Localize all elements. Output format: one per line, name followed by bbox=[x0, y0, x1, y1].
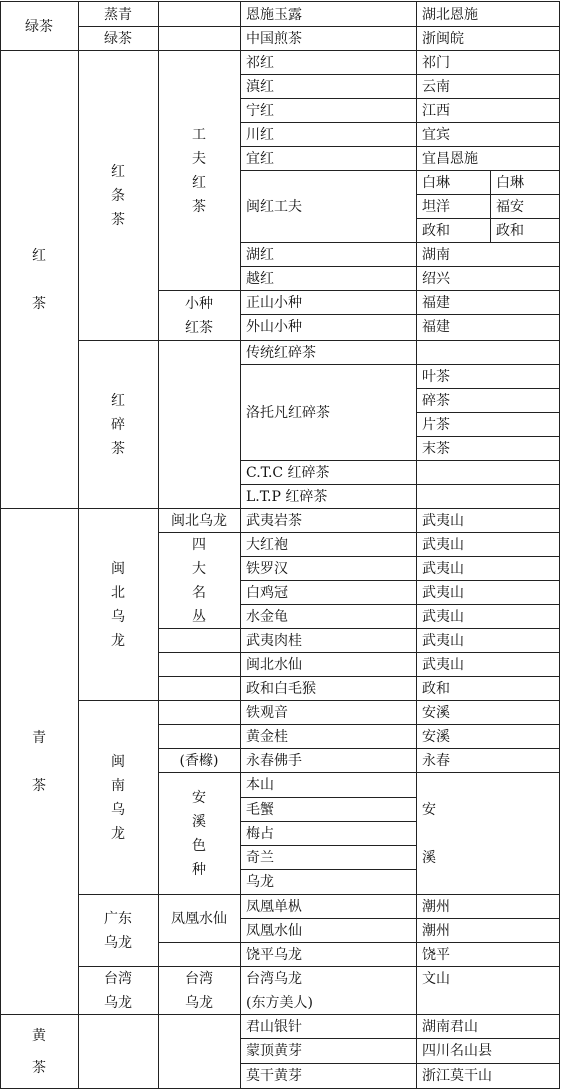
cell-text: 武夷山 bbox=[422, 633, 464, 649]
cell-text: L.T.P 红碎茶 bbox=[246, 489, 328, 505]
table-cell bbox=[240, 267, 416, 291]
table-cell bbox=[490, 195, 559, 219]
table-cell bbox=[240, 725, 416, 749]
cell-text: 台湾 bbox=[185, 971, 213, 987]
table-cell bbox=[240, 1064, 416, 1088]
table-cell bbox=[416, 749, 559, 773]
table-cell bbox=[416, 3, 559, 27]
cell-text: 潮州 bbox=[422, 923, 450, 939]
cell-text: 闽北乌龙 bbox=[171, 513, 227, 529]
cell-text: 政和 bbox=[422, 681, 450, 697]
table-cell bbox=[416, 147, 559, 171]
table-cell bbox=[240, 822, 416, 846]
table-cell bbox=[240, 315, 416, 339]
cell-text: 铁罗汉 bbox=[246, 561, 288, 577]
cell-text: 茶 bbox=[192, 199, 206, 215]
table-cell bbox=[240, 749, 416, 773]
cell-text: 武夷山 bbox=[422, 513, 464, 529]
cell-text: (东方美人) bbox=[246, 995, 313, 1011]
cell-text: 凤凰单枞 bbox=[246, 899, 302, 915]
cell-text: 云南 bbox=[422, 79, 450, 95]
cell-text: 凤凰水仙 bbox=[246, 923, 302, 939]
table-cell bbox=[240, 1039, 416, 1063]
table-cell bbox=[240, 3, 416, 27]
cell-text: 红 bbox=[111, 164, 125, 180]
cell-text: 饶平乌龙 bbox=[246, 947, 302, 963]
cell-text: 乌龙 bbox=[104, 995, 132, 1011]
cell-text: 茶 bbox=[111, 212, 125, 228]
cell-text: 丛 bbox=[192, 609, 206, 625]
table-cell bbox=[240, 485, 416, 509]
table-cell bbox=[158, 907, 240, 931]
table-cell bbox=[416, 413, 559, 437]
table-cell bbox=[0, 15, 78, 39]
cell-text: 梅占 bbox=[246, 826, 274, 842]
cell-text: 宁红 bbox=[246, 103, 274, 119]
table-cell bbox=[240, 75, 416, 99]
cell-text: 文山 bbox=[422, 971, 450, 987]
table-cell bbox=[240, 773, 416, 797]
table-cell bbox=[240, 846, 416, 870]
table-cell bbox=[240, 653, 416, 677]
table-cell bbox=[416, 437, 559, 461]
cell-text: 湖南 bbox=[422, 247, 450, 263]
cell-text: 台湾 bbox=[104, 971, 132, 987]
table-cell bbox=[416, 291, 559, 315]
table-cell bbox=[416, 389, 559, 413]
table-cell bbox=[416, 581, 559, 605]
cell-text: 蒸青 bbox=[104, 7, 132, 23]
table-cell bbox=[416, 75, 559, 99]
cell-text: 茶 bbox=[32, 1060, 46, 1076]
cell-text: 福建 bbox=[422, 319, 450, 335]
table-cell bbox=[240, 51, 416, 75]
table-cell bbox=[240, 401, 416, 425]
table-cell bbox=[240, 27, 416, 51]
cell-text: 茶 bbox=[32, 296, 46, 312]
cell-text: 红 bbox=[111, 393, 125, 409]
table-cell bbox=[416, 943, 559, 967]
cell-text: 小种 bbox=[185, 296, 213, 312]
cell-text: 红 bbox=[32, 248, 46, 264]
table-cell bbox=[416, 1015, 559, 1039]
table-cell bbox=[416, 1064, 559, 1088]
cell-text: 政和 bbox=[422, 223, 450, 239]
cell-text: 大红袍 bbox=[246, 537, 288, 553]
cell-text: 水金龟 bbox=[246, 609, 288, 625]
cell-text: 红 bbox=[192, 175, 206, 191]
cell-text: 条 bbox=[111, 188, 125, 204]
table-cell bbox=[240, 798, 416, 822]
cell-text: 溪 bbox=[422, 850, 436, 866]
table-cell bbox=[78, 160, 158, 232]
table-cell bbox=[240, 895, 416, 919]
table-cell bbox=[416, 99, 559, 123]
cell-text: 青 bbox=[32, 730, 46, 746]
cell-text: 毛蟹 bbox=[246, 802, 274, 818]
cell-text: 安 bbox=[192, 790, 206, 806]
table-cell bbox=[240, 677, 416, 701]
cell-text: 湖红 bbox=[246, 247, 274, 263]
cell-text: 碎 bbox=[111, 417, 125, 433]
table-cell bbox=[416, 171, 490, 195]
table-cell bbox=[416, 243, 559, 267]
table-cell bbox=[240, 243, 416, 267]
cell-text: 闽北水仙 bbox=[246, 657, 302, 673]
cell-text: 滇红 bbox=[246, 79, 274, 95]
cell-text: 武夷岩茶 bbox=[246, 513, 302, 529]
table-cell bbox=[240, 147, 416, 171]
cell-text: 碎茶 bbox=[422, 393, 450, 409]
cell-text: 乌 bbox=[111, 609, 125, 625]
cell-text: 白琳 bbox=[422, 175, 450, 191]
cell-text: 安溪 bbox=[422, 729, 450, 745]
cell-text: 政和白毛猴 bbox=[246, 681, 316, 697]
table-cell bbox=[416, 533, 559, 557]
table-cell bbox=[240, 123, 416, 147]
table-cell bbox=[416, 895, 559, 919]
cell-text: 闽红工夫 bbox=[246, 199, 302, 215]
table-cell bbox=[0, 1024, 78, 1080]
table-cell bbox=[416, 1039, 559, 1063]
table-cell bbox=[158, 749, 240, 773]
cell-text: 永春 bbox=[422, 753, 450, 769]
cell-text: 外山小种 bbox=[246, 319, 302, 335]
cell-text: 四 bbox=[192, 537, 206, 553]
table-cell bbox=[416, 219, 490, 243]
cell-text: 莫干黄芽 bbox=[246, 1068, 302, 1084]
table-cell bbox=[416, 51, 559, 75]
table-cell bbox=[416, 27, 559, 51]
cell-text: 台湾乌龙 bbox=[246, 971, 302, 987]
cell-text: 白鸡冠 bbox=[246, 585, 288, 601]
table-cell bbox=[78, 557, 158, 653]
cell-text: 永春佛手 bbox=[246, 753, 302, 769]
cell-text: 安 bbox=[422, 802, 436, 818]
table-cell bbox=[416, 195, 490, 219]
cell-text: 坦洋 bbox=[422, 199, 450, 215]
table-cell bbox=[78, 3, 158, 51]
table-cell bbox=[416, 919, 559, 943]
cell-text: 龙 bbox=[111, 633, 125, 649]
cell-text: 武夷山 bbox=[422, 537, 464, 553]
cell-text: (香橼) bbox=[179, 753, 219, 769]
table-rule bbox=[0, 1, 560, 2]
table-cell bbox=[240, 291, 416, 315]
cell-text: 片茶 bbox=[422, 417, 450, 433]
table-cell bbox=[240, 629, 416, 653]
table-cell bbox=[240, 1015, 416, 1039]
table-cell bbox=[490, 219, 559, 243]
cell-text: 祁红 bbox=[246, 55, 274, 71]
cell-text: 宜宾 bbox=[422, 127, 450, 143]
table-cell bbox=[416, 653, 559, 677]
cell-text: 末茶 bbox=[422, 441, 450, 457]
cell-text: 闽 bbox=[111, 754, 125, 770]
table-cell bbox=[240, 195, 416, 219]
table-cell bbox=[78, 907, 158, 955]
cell-text: 色 bbox=[192, 838, 206, 854]
cell-text: 工 bbox=[192, 127, 206, 143]
cell-text: 奇兰 bbox=[246, 850, 274, 866]
table-cell bbox=[416, 557, 559, 581]
cell-text: 铁观音 bbox=[246, 705, 288, 721]
cell-text: 中国煎茶 bbox=[246, 31, 302, 47]
cell-text: 武夷山 bbox=[422, 585, 464, 601]
cell-text: 正山小种 bbox=[246, 295, 302, 311]
table-cell bbox=[78, 389, 158, 461]
table-cell bbox=[416, 629, 559, 653]
cell-text: 叶茶 bbox=[422, 369, 450, 385]
table-rule bbox=[559, 1, 560, 1089]
cell-text: 传统红碎茶 bbox=[246, 345, 316, 361]
cell-text: 本山 bbox=[246, 777, 274, 793]
table-cell bbox=[0, 244, 78, 316]
table-cell bbox=[158, 123, 240, 219]
table-cell bbox=[240, 533, 416, 557]
cell-text: 武夷山 bbox=[422, 657, 464, 673]
table-cell bbox=[158, 533, 240, 629]
cell-text: 白琳 bbox=[496, 175, 524, 191]
table-cell bbox=[240, 99, 416, 123]
table-cell bbox=[240, 557, 416, 581]
table-cell bbox=[158, 967, 240, 1015]
cell-text: 溪 bbox=[192, 814, 206, 830]
cell-text: 广东 bbox=[104, 911, 132, 927]
cell-text: 夫 bbox=[192, 151, 206, 167]
table-cell bbox=[240, 605, 416, 629]
cell-text: 红茶 bbox=[185, 320, 213, 336]
cell-text: 武夷山 bbox=[422, 561, 464, 577]
cell-text: 江西 bbox=[422, 103, 450, 119]
cell-text: 政和 bbox=[496, 223, 524, 239]
cell-text: 四川名山县 bbox=[422, 1043, 492, 1059]
table-cell bbox=[240, 943, 416, 967]
cell-text: 君山银针 bbox=[246, 1019, 302, 1035]
cell-text: 名 bbox=[192, 585, 206, 601]
cell-text: 福安 bbox=[496, 199, 524, 215]
cell-text: 祁门 bbox=[422, 55, 450, 71]
table-cell bbox=[240, 701, 416, 725]
table-cell bbox=[240, 581, 416, 605]
cell-text: 北 bbox=[111, 585, 125, 601]
table-cell bbox=[240, 919, 416, 943]
table-cell bbox=[240, 967, 416, 1015]
cell-text: 龙 bbox=[111, 826, 125, 842]
cell-text: 茶 bbox=[32, 778, 46, 794]
table-cell bbox=[158, 292, 240, 340]
cell-text: 蒙顶黄芽 bbox=[246, 1043, 302, 1059]
cell-text: 黄 bbox=[32, 1028, 46, 1044]
cell-text: 南 bbox=[111, 778, 125, 794]
cell-text: 宜红 bbox=[246, 151, 274, 167]
cell-text: 浙闽皖 bbox=[422, 31, 464, 47]
cell-text: 武夷山 bbox=[422, 609, 464, 625]
cell-text: C.T.C 红碎茶 bbox=[246, 465, 330, 481]
table-rule bbox=[0, 1, 1, 1089]
cell-text: 乌龙 bbox=[185, 995, 213, 1011]
cell-text: 绿茶 bbox=[25, 19, 53, 35]
cell-text: 洛托凡红碎茶 bbox=[246, 405, 330, 421]
table-cell bbox=[158, 786, 240, 882]
cell-text: 凤凰水仙 bbox=[171, 911, 227, 927]
cell-text: 川红 bbox=[246, 127, 274, 143]
cell-text: 武夷肉桂 bbox=[246, 633, 302, 649]
table-cell bbox=[416, 605, 559, 629]
cell-text: 福建 bbox=[422, 295, 450, 311]
cell-text: 大 bbox=[192, 561, 206, 577]
table-rule bbox=[0, 1088, 560, 1089]
cell-text: 安溪 bbox=[422, 705, 450, 721]
table-cell bbox=[416, 701, 559, 725]
table-cell bbox=[240, 461, 416, 485]
cell-text: 绍兴 bbox=[422, 271, 450, 287]
table-cell bbox=[416, 267, 559, 291]
table-cell bbox=[416, 798, 559, 870]
cell-text: 湖南君山 bbox=[422, 1019, 478, 1035]
table-cell bbox=[416, 967, 559, 991]
table-cell bbox=[240, 509, 416, 533]
cell-text: 宜昌恩施 bbox=[422, 151, 478, 167]
cell-text: 乌龙 bbox=[246, 874, 274, 890]
table-cell bbox=[78, 750, 158, 846]
cell-text: 黄金桂 bbox=[246, 729, 288, 745]
table-cell bbox=[240, 341, 416, 365]
table-cell bbox=[490, 171, 559, 195]
cell-text: 乌龙 bbox=[104, 935, 132, 951]
table-cell bbox=[416, 365, 559, 389]
cell-text: 恩施玉露 bbox=[246, 7, 302, 23]
table-cell bbox=[416, 509, 559, 533]
cell-text: 越红 bbox=[246, 271, 274, 287]
cell-text: 绿茶 bbox=[104, 31, 132, 47]
table-cell bbox=[78, 967, 158, 1015]
cell-text: 湖北恩施 bbox=[422, 7, 478, 23]
table-cell bbox=[416, 315, 559, 339]
table-cell bbox=[416, 725, 559, 749]
cell-text: 浙江莫干山 bbox=[422, 1068, 492, 1084]
cell-text: 乌 bbox=[111, 802, 125, 818]
cell-text: 闽 bbox=[111, 561, 125, 577]
cell-text: 种 bbox=[192, 862, 206, 878]
table-cell bbox=[416, 677, 559, 701]
cell-text: 茶 bbox=[111, 441, 125, 457]
cell-text: 饶平 bbox=[422, 947, 450, 963]
table-cell bbox=[416, 123, 559, 147]
table-cell bbox=[240, 870, 416, 894]
cell-text: 潮州 bbox=[422, 899, 450, 915]
table-cell bbox=[0, 726, 78, 798]
table-cell bbox=[158, 509, 240, 533]
